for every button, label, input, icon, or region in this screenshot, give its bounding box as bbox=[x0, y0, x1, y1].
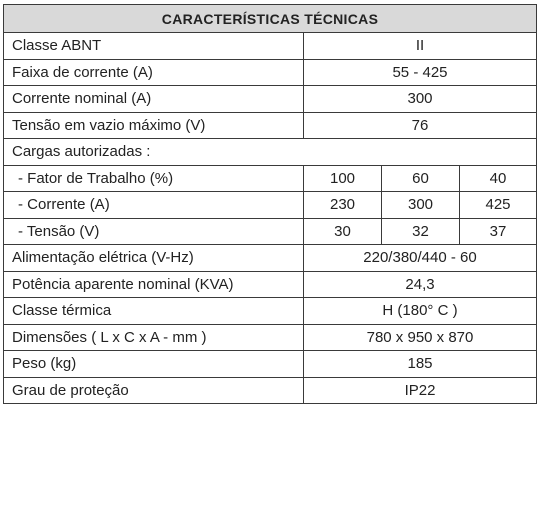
technical-specs-table bbox=[3, 4, 537, 404]
loads-section-label: Cargas autorizadas : bbox=[4, 139, 537, 166]
table-row bbox=[4, 351, 537, 378]
row-value: 100 bbox=[304, 165, 382, 192]
table-row bbox=[4, 139, 537, 166]
table-row bbox=[4, 59, 537, 86]
table-row bbox=[4, 33, 537, 60]
row-label: Alimentação elétrica (V-Hz) bbox=[4, 245, 304, 272]
row-value: 300 bbox=[382, 192, 460, 219]
row-label: Dimensões ( L x C x A - mm ) bbox=[4, 324, 304, 351]
row-label: Faixa de corrente (A) bbox=[4, 59, 304, 86]
table-title: CARACTERÍSTICAS TÉCNICAS bbox=[4, 5, 537, 33]
table-row bbox=[4, 218, 537, 245]
row-value: II bbox=[304, 33, 537, 60]
row-value: 32 bbox=[382, 218, 460, 245]
table-row bbox=[4, 271, 537, 298]
row-value: 780 x 950 x 870 bbox=[304, 324, 537, 351]
row-label: Peso (kg) bbox=[4, 351, 304, 378]
table-row bbox=[4, 245, 537, 272]
row-value: H (180° C ) bbox=[304, 298, 537, 325]
row-label: Potência aparente nominal (KVA) bbox=[4, 271, 304, 298]
row-label: - Corrente (A) bbox=[4, 192, 304, 219]
row-label: Grau de proteção bbox=[4, 377, 304, 404]
row-label: Classe térmica bbox=[4, 298, 304, 325]
table-row bbox=[4, 112, 537, 139]
row-value: 55 - 425 bbox=[304, 59, 537, 86]
row-value: 30 bbox=[304, 218, 382, 245]
row-label: Tensão em vazio máximo (V) bbox=[4, 112, 304, 139]
row-value: IP22 bbox=[304, 377, 537, 404]
row-value: 300 bbox=[304, 86, 537, 113]
row-value: 24,3 bbox=[304, 271, 537, 298]
table-row bbox=[4, 86, 537, 113]
table-row bbox=[4, 377, 537, 404]
table-row bbox=[4, 165, 537, 192]
row-label: - Tensão (V) bbox=[4, 218, 304, 245]
row-value: 425 bbox=[460, 192, 537, 219]
row-value: 230 bbox=[304, 192, 382, 219]
table-row bbox=[4, 324, 537, 351]
table-row bbox=[4, 298, 537, 325]
row-value: 185 bbox=[304, 351, 537, 378]
row-label: - Fator de Trabalho (%) bbox=[4, 165, 304, 192]
table-header-row bbox=[4, 5, 537, 33]
row-label: Classe ABNT bbox=[4, 33, 304, 60]
row-value: 76 bbox=[304, 112, 537, 139]
row-value: 37 bbox=[460, 218, 537, 245]
table-row bbox=[4, 192, 537, 219]
row-value: 60 bbox=[382, 165, 460, 192]
row-value: 40 bbox=[460, 165, 537, 192]
row-label: Corrente nominal (A) bbox=[4, 86, 304, 113]
row-value: 220/380/440 - 60 bbox=[304, 245, 537, 272]
